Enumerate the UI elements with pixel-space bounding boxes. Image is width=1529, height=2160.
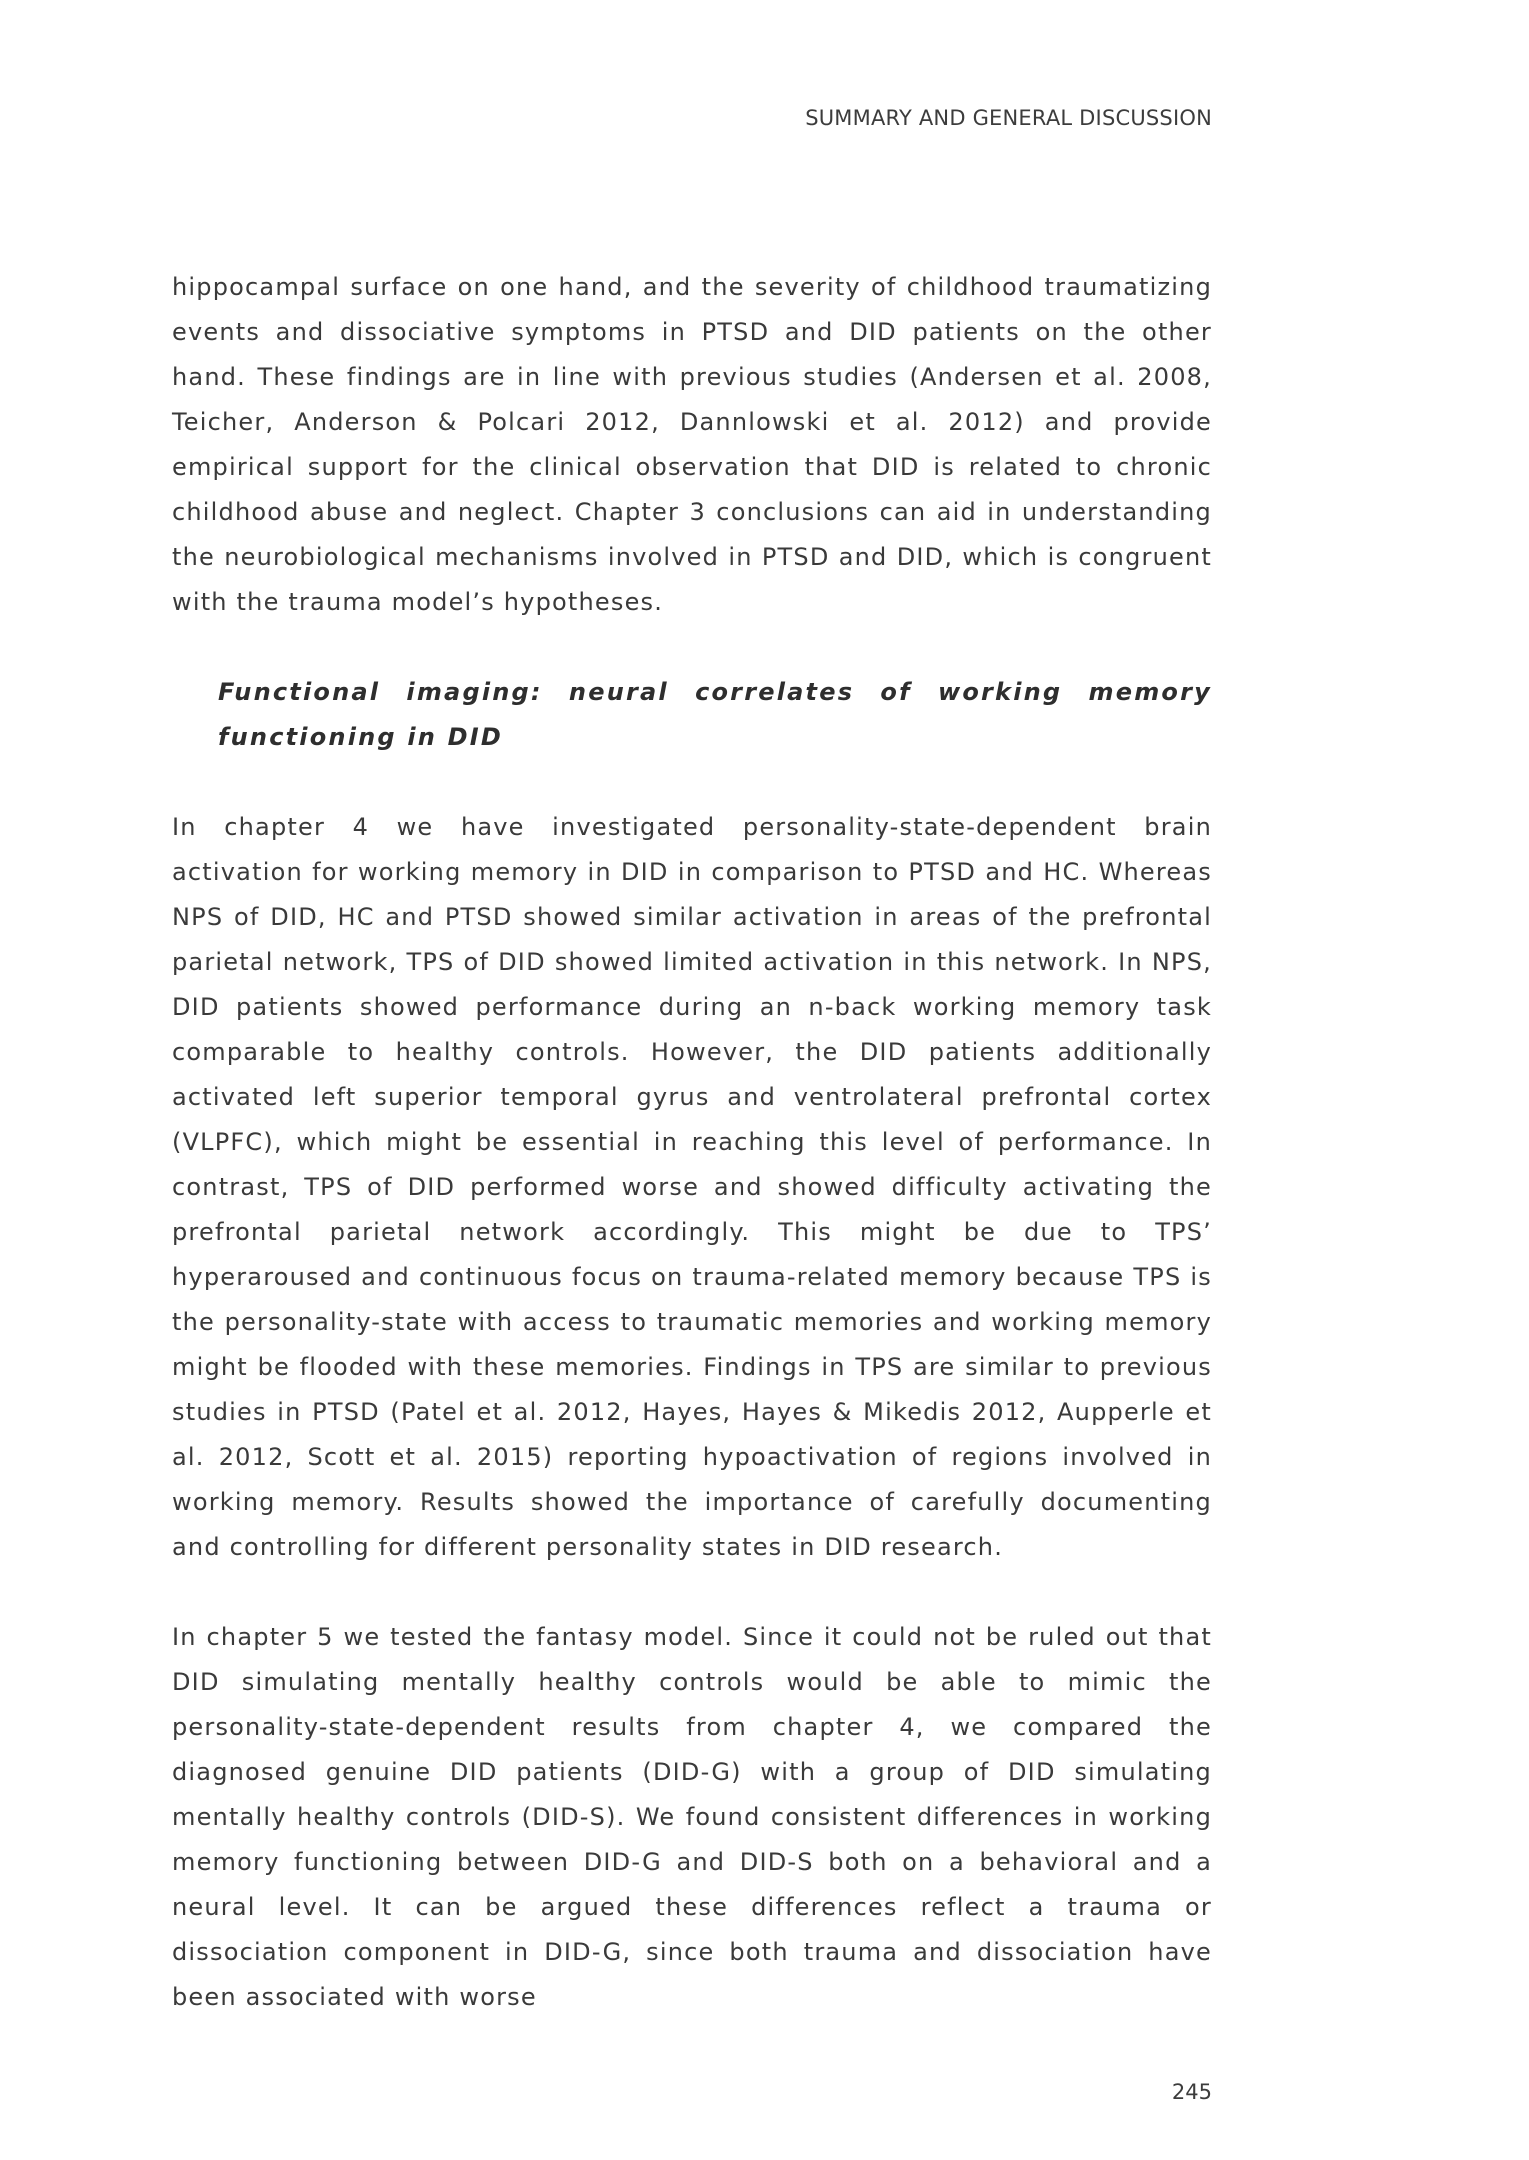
body-paragraph: In chapter 5 we tested the fantasy model. Since it could not be ruled out that DID simulating mentally healthy controls would be able to mimic the personality-state-dependent results from chapter 4, we compared the diagnosed genuine DID patients (DID-G) with a group of DID simulating mentally healthy controls (DID-S). We found consistent differences in working memory functioning between DID-G and DID-S both on a behavioral and a neural level. It can be argued these differences reflect a trauma or dissociation component in DID-G, since both trauma and dissociation have been associated with worse <box>172 1623 1212 2011</box>
page-body <box>172 265 1212 2020</box>
body-paragraph: In chapter 4 we have investigated personality-state-dependent brain activation for working memory in DID in comparison to PTSD and HC. Whereas NPS of DID, HC and PTSD showed similar activation in areas of the prefrontal parietal network, TPS of DID showed limited activation in this network. In NPS, DID patients showed performance during an n-back working memory task comparable to healthy controls. However, the DID patients additionally activated left superior temporal gyrus and ventrolateral prefrontal cortex (VLPFC), which might be essential in reaching this level of performance. In contrast, TPS of DID performed worse and showed difficulty activating the prefrontal parietal network accordingly. This might be due to TPS’ hyperaroused and continuous focus on trauma-related memory because TPS is the personality-state with access to traumatic memories and working memory might be flooded with these memories. Findings in TPS are similar to previous studies in PTSD (Patel et al. 2012, Hayes, Hayes & Mikedis 2012, Aupperle et al. 2012, Scott et al. 2015) reporting hypoactivation of regions involved in working memory. Results showed the importance of carefully documenting and controlling for different personality states in DID research. <box>172 813 1212 1561</box>
page-number: 245 <box>1171 2080 1212 2104</box>
running-header: SUMMARY AND GENERAL DISCUSSION <box>805 106 1212 130</box>
body-paragraph: hippocampal surface on one hand, and the severity of childhood traumatizing events and dissociative symptoms in PTSD and DID patients on the other hand. These findings are in line with previous studies (Andersen et al. 2008, Teicher, Anderson & Polcari 2012, Dannlowski et al. 2012) and provide empirical support for the clinical observation that DID is related to chronic childhood abuse and neglect. Chapter 3 conclusions can aid in understanding the neurobiological mechanisms involved in PTSD and DID, which is congruent with the trauma model’s hypotheses. <box>172 273 1212 616</box>
section-subheading: Functional imaging: neural correlates of working memory functioning in DID <box>218 678 1212 751</box>
